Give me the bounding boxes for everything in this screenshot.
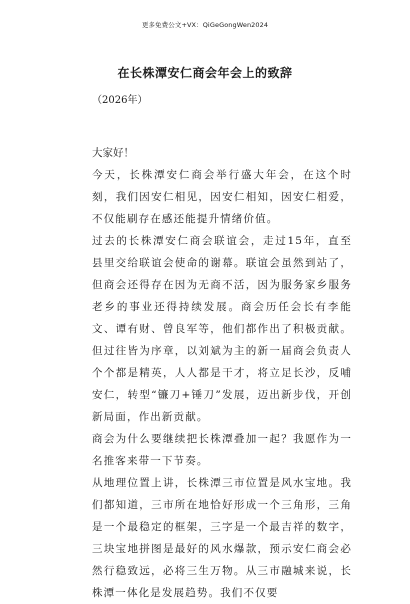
document-year: （2026年） bbox=[92, 95, 148, 106]
header-note: 更多免费公文+VX：QiGeGongWen2024 bbox=[141, 21, 269, 29]
greeting: 大家好！ bbox=[92, 147, 134, 159]
document-title: 在长株潭安仁商会年会上的致辞 bbox=[117, 66, 293, 80]
paragraph: 过去的长株潭安仁商会联谊会，走过15年，直至县里交给联谊会使命的谢幕。联谊会虽然到站了，但商会还得存在因为无商不活，因为服务家乡服务老乡的事业还得持续发展。商会历任会长有李能文、谭有财、曾良军等，他们都作出了积极贡献。但过往皆为序章，以刘斌为主的新一届商会负责人个个都是精英，人人都是干才，将立足长沙，反哺安仁，转型“镰刀+锤刀”发展，迈出新步伐，开创新局面，作出新贡献。 bbox=[92, 235, 352, 423]
paragraph: 今天，长株潭安仁商会举行盛大年会，在这个时刻，我们因安仁相见，因安仁相知，因安仁相爱，不仅能刷存在感还能提升情绪价值。 bbox=[92, 169, 352, 225]
paragraph: 从地理位置上讲，长株潭三市位置是风水宝地。我们都知道，三市所在地恰好形成一个三角形，三角是一个最稳定的框架，三字是一个最吉祥的数字，三块宝地拼图是最好的风水爆款，预示安仁商会必然行稳致远，必将三生万物。从三市融城来说，长株潭一体化是发展趋势。我们不仅要 bbox=[92, 477, 352, 599]
paragraph: 商会为什么要继续把长株潭叠加一起？我愿作为一名推客来带一下节奏。 bbox=[92, 433, 352, 467]
